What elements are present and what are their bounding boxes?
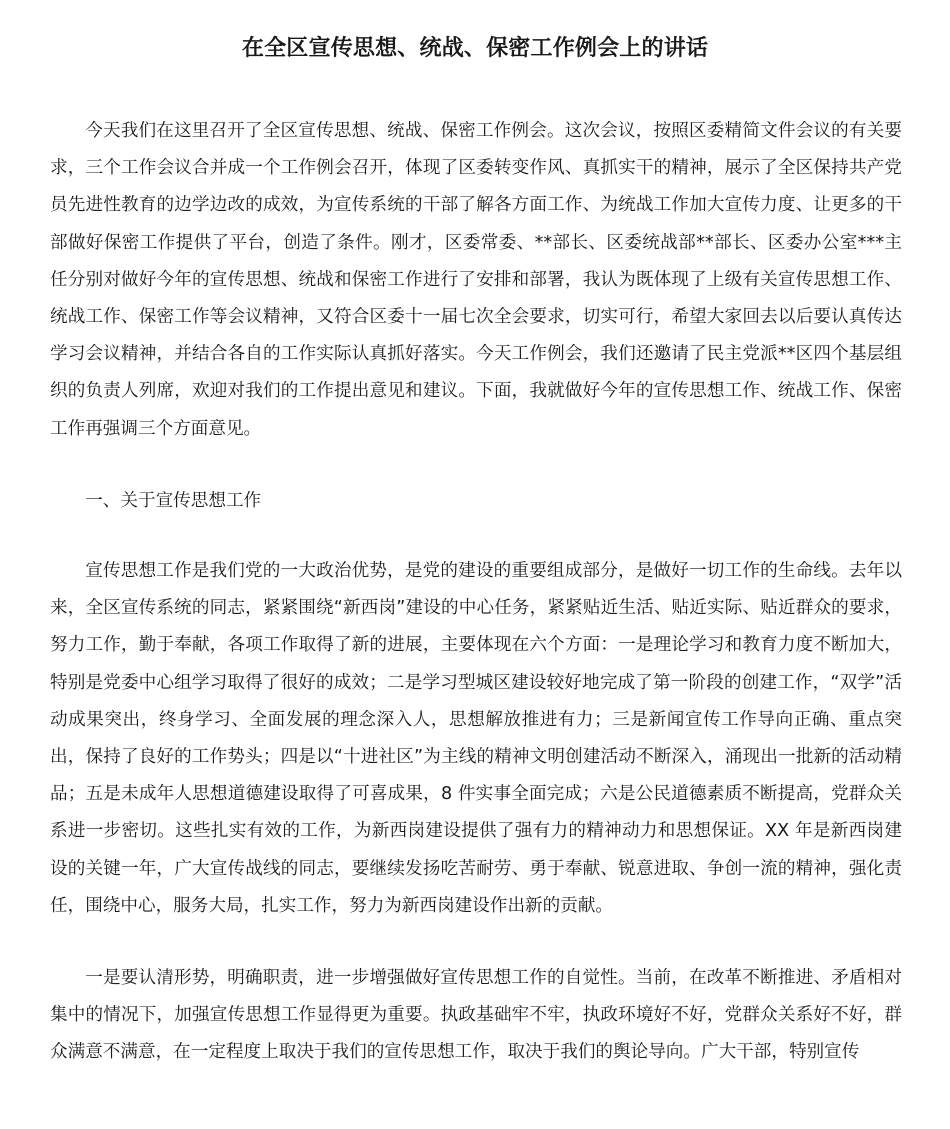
paragraph-propaganda-review: 宣传思想工作是我们党的一大政治优势，是党的建设的重要组成部分，是做好一切工作的生命线。去年以来，全区宣传系统的同志，紧紧围绕“新西岗”建设的中心任务，紧紧贴近生活、贴近实际、贴近群众的要求，努力工作，勤于奉献，各项工作取得了新的进展，主要体现在六个方面：一是理论学习和教育力度不断加大，特别是党委中心组学习取得了很好的成效；二是学习型城区建设较好地完成了第一阶段的创建工作，“双学”活动成果突出，终身学习、全面发展的理念深入人，思想解放推进有力；三是新闻宣传工作导向正确、重点突出，保持了良好的工作势头；四是以“十进社区”为主线的精神文明创建活动不断深入，涌现出一批新的活动精品；五是未成年人思想道德建设取得了可喜成果，8 件实事全面完成；六是公民道德素质不断提高，党群众关系进一步密切。这些扎实有效的工作，为新西岗建设提供了强有力的精神动力和思想保证。XX 年是新西岗建设的关键一年，广大宣传战线的同志，要继续发扬吃苦耐劳、勇于奉献、锐意进取、争创一流的精神，强化责任，围绕中心，服务大局，扎实工作，努力为新西岗建设作出新的贡献。 (50, 561, 902, 916)
paragraph-opening: 今天我们在这里召开了全区宣传思想、统战、保密工作例会。这次会议，按照区委精简文件会议的有关要求，三个工作会议合并成一个工作例会召开，体现了区委转变作风、真抓实干的精神，展示了全区保持共产党员先进性教育的边学边改的成效，为宣传系统的干部了解各方面工作、为统战工作加大宣传力度、让更多的干部做好保密工作提供了平台，创造了条件。刚才，区委常委、**部长、区委统战部**部长、区委办公室***主任分别对做好今年的宣传思想、统战和保密工作进行了安排和部署，我认为既体现了上级有关宣传思想工作、统战工作、保密工作等会议精神，又符合区委十一届七次全会要求，切实可行，希望大家回去以后要认真传达学习会议精神，并结合各自的工作实际认真抓好落实。今天工作例会，我们还邀请了民主党派**区四个基层组织的负责人列席，欢迎对我们的工作提出意见和建议。下面，我就做好今年的宣传思想工作、统战工作、保密工作再强调三个方面意见。 (50, 121, 902, 439)
paragraph-point-one: 一是要认清形势，明确职责，进一步增强做好宣传思想工作的自觉性。当前，在改革不断推进、矛盾相对集中的情况下，加强宣传思想工作显得更为重要。执政基础牢不牢，执政环境好不好，党群众关系好不好，群众满意不满意，在一定程度上取决于我们的宣传思想工作，取决于我们的舆论导向。广大干部，特别宣传 (50, 968, 902, 1063)
section-heading-propaganda: 一、关于宣传思想工作 (85, 491, 262, 511)
document-title: 在全区宣传思想、统战、保密工作例会上的讲话 (241, 36, 709, 61)
